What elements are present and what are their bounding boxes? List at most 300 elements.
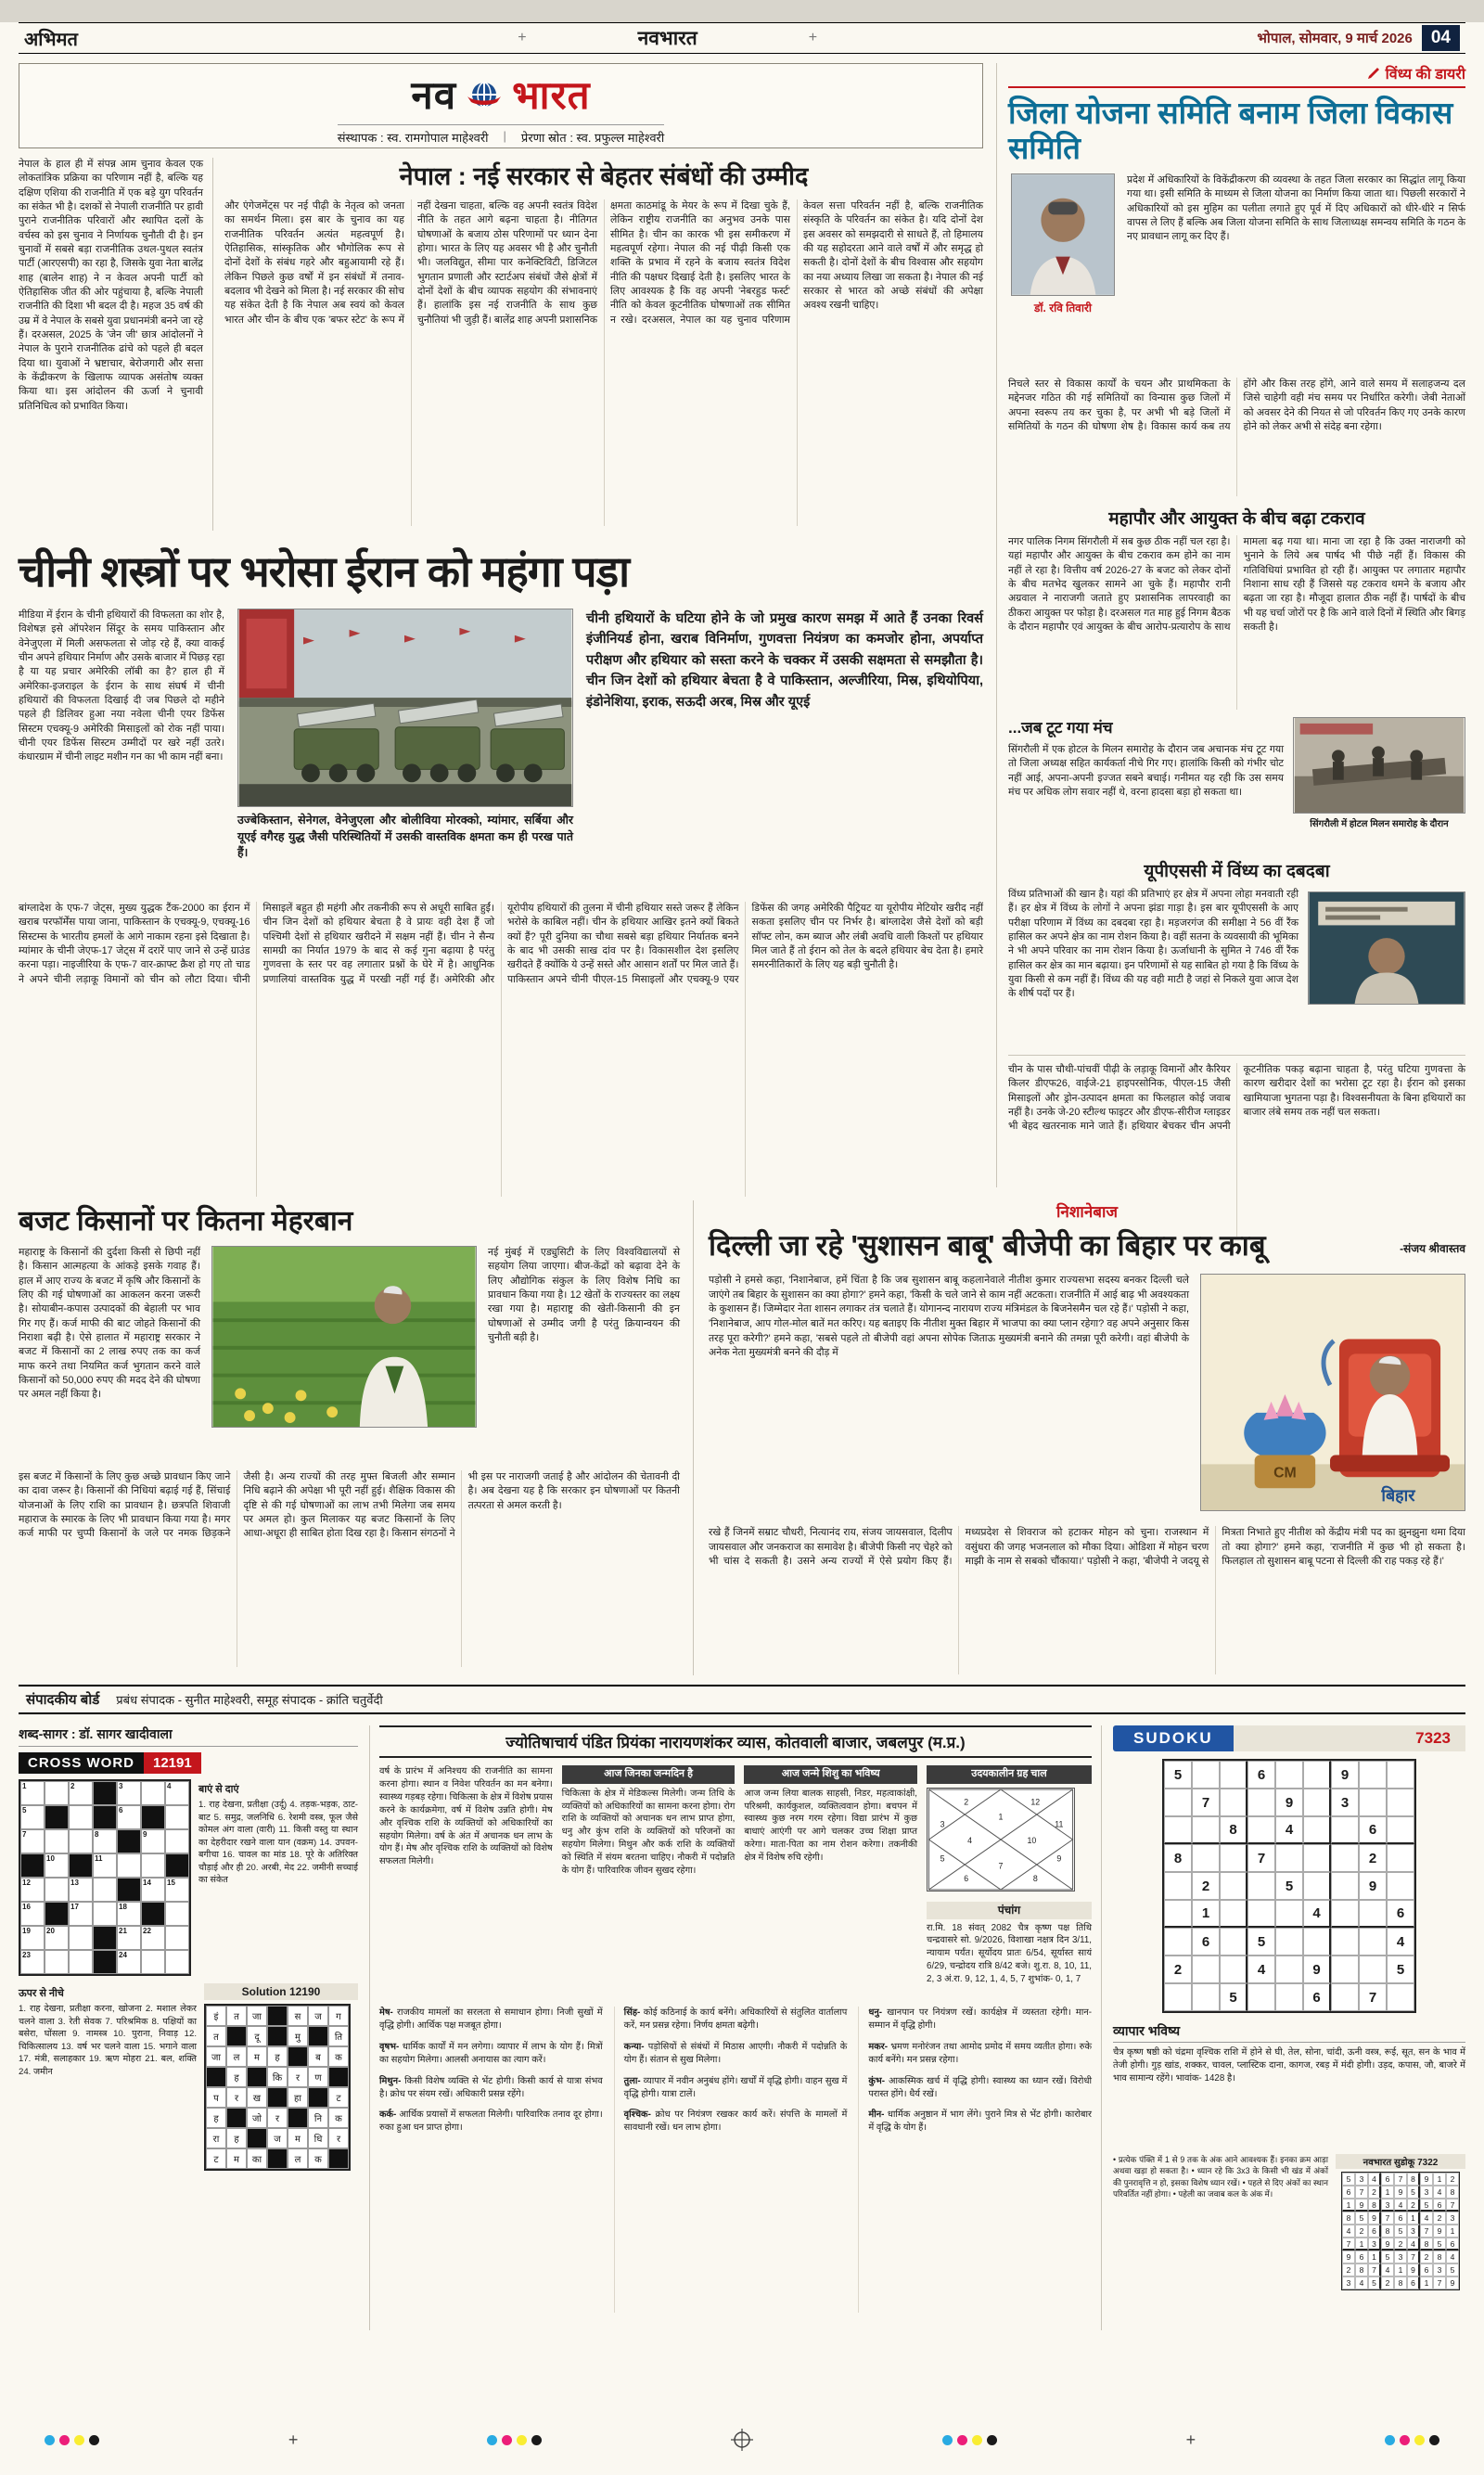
crossword-solution-cell: [206, 2067, 226, 2087]
trade-forecast-text: चैत्र कृष्ण षष्ठी को चंद्रमा वृश्चिक राशि में होने से घी, तेल, सोना, चांदी, ऊनी वस्त्र, रूई, सूत, सन के भाव में तेजी होगी। गुड़ खांड, शक्कर, चावल, प्लास्टिक दाना, कागज, रबड़ में मंदी होगी। उड़द, कपास, जौ, बाजरे में भाव सामान्य रहेंगे। भावांक- 1428 है।: [1113, 2047, 1465, 2084]
crossword-cell: 17: [69, 1902, 93, 1926]
editorial-lead-column: नेपाल के हाल ही में संपन्न आम चुनाव केवल एक लोकतांत्रिक प्रक्रिया का परिणाम नहीं है, बल्कि यह दक्षिण एशिया की राजनीति में एक बड़े युग परिवर्तन का संकेत भी है। दशकों से नेपाली राजनीति पर हावी पुराने राजनीतिक परिवारों और स्थापित दलों के वर्चस्व को इस चुनाव ने निर्णायक चुनौती दी है। इन चुनावों में सबसे बड़ा राजनीतिक उथल-पुथल स्वतंत्र पार्टी (आरएसपी) का रहा है, जिसके युवा नेता बालेंद्र शाह (बालेन शाह) ने न केवल अपनी पार्टी को ऐतिहासिक जीत की ओर पहुंचाया है, बल्कि नेपाली राजनीति की दिशा भी बदल दी है। महज 35 वर्ष की उम्र में वे नेपाल के सबसे युवा प्रधानमंत्री बनने जा रहे हैं। दरअसल, 2025 के 'जेन जी' छात्र आंदोलनों ने नेपाल के पुराने राजनीतिक ढांचे को पहले ही बदल दिया था। युवाओं ने भ्रष्टाचार, बेरोजगारी और सत्ता के केंद्रीकरण के खिलाफ व्यापक असंतोष व्यक्त किया था। इस आंदोलन की ऊर्जा ने चुनावी प्रतिनिधित्व को प्रभावित किया।: [19, 158, 213, 531]
masthead-logo-right: भारत: [512, 73, 591, 117]
sudoku-solution-cell: 4: [1446, 2251, 1459, 2263]
crossword-solution-cell: त: [226, 2006, 247, 2026]
crossword-solution-cell: [267, 2148, 288, 2169]
sudoku-solution-cell: 4: [1368, 2173, 1381, 2186]
crossword-cell: [93, 1878, 117, 1902]
budget-col3: नई मुंबई में एड्युसिटी के लिए विश्वविद्यालयों से सहयोग लिया जाएगा। बीज-केंद्रों को बढ़ावा देने के लिए औद्योगिक संकुल के लिए विशेष निधि का प्रावधान किया गया है। 12 खेतों के राज्यस्तर का लक्ष्य रखा गया है। महाराष्ट्र की खेती-किसानी की इन घोषणाओं से उम्मीद जगी है परंतु क्रियान्वयन की चुनौती बड़ी है।: [488, 1247, 680, 1343]
sudoku-solution-cell: 9: [1420, 2173, 1433, 2186]
sudoku-cell: [1164, 1872, 1192, 1900]
graha-chart: [927, 1788, 1075, 1892]
sudoku-cell: 5: [1220, 1983, 1247, 2011]
sudoku-cell: [1359, 1761, 1387, 1789]
sudoku-solution-cell: 9: [1433, 2225, 1446, 2238]
crossword-cell: [93, 1926, 117, 1950]
diary-body: निचले स्तर से विकास कार्यों के चयन और प्राथमिकता के मद्देनजर गठित की गई समितियों का विन्यास कुछ जिलों में अपना स्वरूप तय कर चुका है, पर अभी भी बड़े जिलों में समितियों के गठन की घोषणा शेष है। विकास कार्य कब तय होंगे और किस तरह होंगे, आने वाले समय में सलाहजन्य दल जिसे चाहेगी वही मंच समय पर निर्धारित करेगी। जेबी नेताओं को अवसर देने की नियत से जो परिवर्तन किए गए उनके कारण होने को लेकर अभी से संदेह बना रहेगा।: [1008, 378, 1465, 432]
crossword-number: 12191: [144, 1752, 201, 1774]
upsc-photo: [1308, 891, 1465, 1005]
graha-house-number: 3: [940, 1818, 945, 1828]
sudoku-cell: [1331, 1928, 1359, 1956]
crossword-cell: 11: [93, 1853, 117, 1878]
crossword-solution-cell: हा: [288, 2087, 308, 2108]
sudoku-cell: [1192, 1761, 1220, 1789]
sudoku-solution-cell: 1: [1381, 2186, 1394, 2199]
upsc-headline: यूपीएससी में विंध्य का दबदबा: [1144, 861, 1330, 881]
sudoku-solution-cell: 8: [1394, 2276, 1407, 2289]
sudoku-solution-cell: 3: [1368, 2238, 1381, 2251]
sudoku-cell: [1303, 1844, 1331, 1872]
zodiac-entry: मेष- राजकीय मामलों का सरलता से समाधान होगा। निजी सुखों में वृद्धि होगी। आर्थिक पक्ष मजबूत होगा।: [379, 2007, 603, 2031]
crossword-solution-cell: र: [267, 2108, 288, 2128]
crossword-cell: [165, 1902, 189, 1926]
crossword-cell: 12: [20, 1878, 45, 1902]
bihar-top-text: पड़ोसी ने हमसे कहा, 'निशानेबाज, हमें चिंता है कि जब सुशासन बाबू कहलानेवाले नीतीश कुमार राज्यसभा सदस्य बनकर दिल्ली चले जाएंगे तब बिहार के सुशासन का क्या होगा?' हमने कहा, 'किसी के चले जाने से काम नहीं अटकता। राजनीति में आई बाढ़ भी अवश्यकता के कुशासन हैं। जिम्मेदार नेता शासन लगाकर तंत्र चलाते हैं। योगानन्द नारायण राज्य मंत्रिमंडल के बिजनेसमैन चल रहे हैं।' पड़ोसी ने कहा, 'निशानेबाज, आप गोल-मोल बातें मत करिए। यह बताइए कि नीतीश मुक्त बिहार में भाजपा का क्या प्लान रहेगा? वह अपने अनुसार किस तरह पूरा करेगी?' हमने कहा, 'सबसे पहले तो बीजेपी वहां अपना सोपेक जिताऊ मुख्यमंत्री बनाने की तमन्ना पूरी करेगी। वहां बीजेपी के अनेक नेता मुख्यमंत्री बनने की दौड़ में: [709, 1275, 1189, 1359]
sudoku-cell: 5: [1164, 1761, 1192, 1789]
sudoku-solution-cell: 7: [1433, 2276, 1446, 2289]
crossword-solution-cell: म: [226, 2148, 247, 2169]
paper-name: नवभारत: [637, 28, 697, 49]
crossword-solution-cell: म: [288, 2128, 308, 2148]
sudoku-solution-cell: 8: [1342, 2212, 1355, 2225]
sudoku-solution-cell: 2: [1407, 2199, 1420, 2212]
masthead-emblem-icon: [466, 76, 503, 113]
sudoku-cell: 6: [1359, 1816, 1387, 1844]
sudoku-cell: 6: [1303, 1983, 1331, 2011]
sudoku-solution-cell: 2: [1355, 2225, 1368, 2238]
crossword-solution-cell: ख: [247, 2087, 267, 2108]
crossword-solution-cell: ह: [226, 2128, 247, 2148]
birthday-section-title: आज जिनका जन्मदिन है: [562, 1765, 736, 1784]
sudoku-cell: 5: [1387, 1956, 1414, 1983]
page-header-bar: [19, 22, 1465, 54]
sudoku-cell: [1220, 1900, 1247, 1928]
sudoku-solution-cell: 7: [1420, 2225, 1433, 2238]
crossword-solution-cell: त: [206, 2026, 226, 2046]
sudoku-solution-cell: 2: [1394, 2238, 1407, 2251]
sudoku-cell: [1359, 1956, 1387, 1983]
china-article-byline: -संजय श्रीवास्तव: [1400, 1241, 1465, 1255]
graha-house-number: 4: [967, 1835, 973, 1845]
sudoku-solution-cell: 1: [1433, 2173, 1446, 2186]
down-clues-label: ऊपर से नीचे: [19, 1988, 64, 1999]
registration-plus-icon: +: [808, 30, 818, 45]
sudoku-solution-cell: 8: [1446, 2186, 1459, 2199]
zodiac-column: [379, 2007, 603, 2313]
crossword-cell: 18: [117, 1902, 141, 1926]
graha-house-number: 9: [1056, 1853, 1062, 1864]
sudoku-solution-cell: 4: [1342, 2225, 1355, 2238]
registration-plus-icon: +: [1185, 2430, 1196, 2449]
shabd-sagar-header: शब्द-सागर : डॉ. सागर खादीवाला: [19, 1725, 358, 1747]
sudoku-solution-cell: 8: [1355, 2263, 1368, 2276]
sudoku-cell: [1303, 1789, 1331, 1816]
crossword-solution-cell: [267, 2026, 288, 2046]
sudoku-solution-cell: 9: [1394, 2186, 1407, 2199]
sudoku-solution-cell: 2: [1368, 2186, 1381, 2199]
sudoku-number: 7323: [1234, 1725, 1465, 1751]
sudoku-cell: [1387, 1983, 1414, 2011]
across-clues: 1. राह देखना, प्रतीक्षा (उर्दू) 4. तड़क-भड़क, ठाट-बाट 5. समुद्र, जलनिधि 6. रेशमी वस्त्र, फूल जैसे कोमल अंग वाला (वारी) 11. किसी वस्तु या स्थान का देहरीदार रखने वाला यान (वक्रम) 14. उपवन-बगीचा 16. चावल का मांड 18. पूरे के अतिरिक्त चौड़ाई और ही 20. अरबी, मेद 22. जमीनी सच्चाई का संकेत: [198, 1800, 358, 1885]
crossword-cell: 19: [20, 1926, 45, 1950]
china-article-headline: चीनी शस्त्रों पर भरोसा ईरान को महंगा पड़ा: [19, 547, 630, 596]
bihar-kicker: निशानेबाज: [1056, 1203, 1118, 1221]
page-number-badge: 04: [1422, 25, 1460, 51]
sudoku-cell: 7: [1247, 1844, 1275, 1872]
crossword-cell: [165, 1926, 189, 1950]
sudoku-solution-cell: 7: [1407, 2251, 1420, 2263]
crossword-cell: 13: [69, 1878, 93, 1902]
sudoku-cell: [1303, 1761, 1331, 1789]
sudoku-cell: 5: [1275, 1872, 1303, 1900]
sudoku-cell: [1331, 1983, 1359, 2011]
sudoku-solution-cell: 3: [1433, 2263, 1446, 2276]
crossword-solution-label: Solution 12190: [204, 1983, 358, 2000]
sudoku-cell: [1220, 1872, 1247, 1900]
crossword-cell: [141, 1781, 165, 1805]
zodiac-forecasts: [379, 2007, 1092, 2313]
crossword-solution-cell: [267, 2087, 288, 2108]
sudoku-solution-cell: 3: [1446, 2212, 1459, 2225]
sudoku-solution-cell: 1: [1407, 2212, 1420, 2225]
sudoku-solution-cell: 4: [1394, 2199, 1407, 2212]
graha-house-number: 5: [940, 1853, 945, 1864]
sudoku-cell: [1331, 1956, 1359, 1983]
sudoku-grid: [1162, 1759, 1416, 2013]
crossword-cell: 14: [141, 1878, 165, 1902]
bihar-article: [709, 1200, 1465, 1675]
astro-year-forecast: वर्ष के प्रारंभ में अनिश्चय की राजनीति का सामना करना होगा। स्थान व निवेश परिवर्तन का मन बनेगा। स्वास्थ्य गड़बड़ रहेगा। चिकित्सा के क्षेत्र में विशेष प्रयास करने के कार्यक्रमेगा, वर्ष में विशेष उन्नति होगी। मेष और वृश्चिक राशि के व्यक्तियों को अधिकारियों का सहयोग मिलेगा। वर्ष के अंत में अचानक धन लाभ के योग हैं। मेष और वृश्चिक राशि के व्यक्तियों को विशेष सफलता मिलेगी।: [379, 1766, 553, 1867]
crossword-cell: [45, 1878, 69, 1902]
editorial-headline: नेपाल : नई सरकार से बेहतर संबंधों की उम्मीद: [399, 162, 809, 190]
cmyk-dots-icon: [942, 2435, 997, 2445]
crossword-solution-cell: जा: [247, 2006, 267, 2026]
sudoku-cell: [1387, 1789, 1414, 1816]
crossword-solution-cell: प: [206, 2087, 226, 2108]
masthead-logo-left: नव: [411, 73, 457, 117]
sudoku-solution-cell: 9: [1355, 2199, 1368, 2212]
sudoku-solution-cell: 3: [1342, 2276, 1355, 2289]
sudoku-cell: [1387, 1872, 1414, 1900]
sudoku-solution-cell: 6: [1381, 2173, 1394, 2186]
masthead: [19, 63, 983, 148]
masthead-founder: संस्थापक : स्व. रामगोपाल माहेश्वरी: [337, 131, 489, 145]
crossword-cell: 15: [165, 1878, 189, 1902]
zodiac-entry: तुला- व्यापार में नवीन अनुबंध होंगे। खर्चों में वृद्धि होगी। वाहन सुख में वृद्धि होगी। यात्रा टालें।: [623, 2075, 848, 2099]
graha-house-number: 8: [1032, 1873, 1038, 1883]
sudoku-solution-cell: 2: [1446, 2173, 1459, 2186]
crossword-cell: [165, 1950, 189, 1974]
sudoku-cell: [1220, 1956, 1247, 1983]
sudoku-solution-label: नवभारत सुडोकू 7322: [1336, 2154, 1465, 2169]
board-names: प्रबंध संपादक - सुनीत माहेश्वरी, समूह संपादक - क्रांति चतुर्वेदी: [116, 1693, 383, 1707]
sudoku-solution-cell: 9: [1446, 2276, 1459, 2289]
graha-chart-title: उदयकालीन ग्रह चाल: [927, 1765, 1092, 1784]
sudoku-cell: 4: [1303, 1900, 1331, 1928]
bihar-headline: दिल्ली जा रहे 'सुशासन बाबू' बीजेपी का बिहार पर काबू: [709, 1229, 1266, 1262]
crossword-cell: [45, 1805, 69, 1829]
zodiac-entry: वृषभ- धार्मिक कार्यों में मन लगेगा। व्यापार में लाभ के योग हैं। मित्रों का सहयोग मिलेगा। आलसी अनायास का त्याग करें।: [379, 2041, 603, 2065]
sudoku-solution-cell: 2: [1381, 2276, 1394, 2289]
sudoku-solution-cell: 1: [1420, 2276, 1433, 2289]
diary-kicker-label: विंध्य की डायरी: [1385, 67, 1465, 83]
sudoku-solution-cell: 6: [1342, 2186, 1355, 2199]
graha-house-number: 10: [1027, 1835, 1037, 1845]
sudoku-solution-cell: 1: [1342, 2199, 1355, 2212]
panchang-title: पंचांग: [927, 1902, 1092, 1919]
crossword-cell: [165, 1853, 189, 1878]
sudoku-solution-cell: 4: [1407, 2238, 1420, 2251]
zodiac-entry: मकर- भ्रमण मनोरंजन तथा आमोद प्रमोद में समय व्यतीत होगा। रुके कार्य बनेंगे। मन प्रसन्न रहेगा।: [868, 2041, 1093, 2065]
sudoku-cell: [1247, 1872, 1275, 1900]
crossword-solution-cell: ज: [267, 2128, 288, 2148]
sudoku-solution-cell: 1: [1394, 2263, 1407, 2276]
sudoku-solution-cell: 2: [1420, 2251, 1433, 2263]
sudoku-cell: [1247, 1816, 1275, 1844]
crossword-solution-cell: धि: [308, 2128, 328, 2148]
sudoku-solution-cell: 5: [1342, 2173, 1355, 2186]
crossword-solution-cell: [226, 2108, 247, 2128]
zodiac-entry: मिथुन- किसी विशेष व्यक्ति से भेंट होगी। किसी कार्य से यात्रा संभव है। क्रोध पर संयम रखें। अधिकारी प्रसन्न रहेंगे।: [379, 2075, 603, 2099]
sudoku-cell: [1275, 1900, 1303, 1928]
sudoku-solution-cell: 2: [1342, 2263, 1355, 2276]
mayor-conflict-body: नगर पालिक निगम सिंगरौली में सब कुछ ठीक नहीं चल रहा है। यहां महापौर और आयुक्त के बीच टकराव कम होने का नाम नहीं ले रहा है। वित्तीय वर्ष 2026-27 के बजट को लेकर दोनों के बीच मतभेद खुलकर सामने आ चुके हैं। महापौर रानी अग्रवाल ने नाराजगी जताते हुए प्रशासनिक लापरवाही का ठीकरा आयुक्त पर फोड़ा है। दरअसल गत माह हुई निगम बैठक के दौरान महापौर एवं आयुक्त के बीच आरोप-प्रत्यारोप के साथ मामला बढ़ गया था। माना जा रहा है कि उक्त नाराजगी को भुनाने के लिये अब पार्षद भी पीछे नहीं हैं। विकास की गतिविधियां प्रभावित हो रही हैं। आयुक्त पर लगातार महापौर निशाना साध रही हैं जिससे यह टकराव थमने के बजाय और बढ़ता जा रहा है। मौजूदा हालात ठीक नहीं हैं। पार्षदों के बीच भी यह चर्चा जोरों पर है कि आने वाले दिनों में स्थिति और बिगड़ सकती है।: [1008, 535, 1465, 633]
crossword-cell: 23: [20, 1950, 45, 1974]
zodiac-entry: सिंह- कोई कठिनाई के कार्य बनेंगे। अधिकारियों से संतुलित वार्तालाप करें, मन प्रसन्न रहेगा। निर्णय क्षमता बढ़ेगी।: [623, 2007, 848, 2031]
crossword-cell: [45, 1829, 69, 1853]
sudoku-cell: 2: [1192, 1872, 1220, 1900]
sudoku-solution-cell: 5: [1381, 2251, 1394, 2263]
crossword-cell: 20: [45, 1926, 69, 1950]
sudoku-solution-cell: 3: [1394, 2251, 1407, 2263]
crossword-solution-cell: ज: [308, 2006, 328, 2026]
sudoku-solution-cell: 6: [1433, 2199, 1446, 2212]
sudoku-solution-cell: 2: [1433, 2212, 1446, 2225]
graha-house-number: 2: [964, 1797, 969, 1807]
sudoku-cell: 9: [1303, 1956, 1331, 1983]
crossword-cell: [117, 1853, 141, 1878]
upsc-item: [1008, 888, 1465, 1045]
crossword-solution-cell: [226, 2026, 247, 2046]
china-weapons-article: [19, 542, 983, 1197]
sudoku-cell: [1220, 1928, 1247, 1956]
political-cartoon: [1200, 1274, 1465, 1511]
crossword-cell: [69, 1805, 93, 1829]
sudoku-solution-cell: 6: [1407, 2276, 1420, 2289]
crossword-cell: 4: [165, 1781, 189, 1805]
crossword-solution-cell: [288, 2046, 308, 2067]
astrology-column: [369, 1725, 1102, 2330]
down-clues: 1. राह देखना, प्रतीक्षा करना, खोजना 2. मशाल लेकर चलने वाला 3. रेती सेवक 7. परिश्रमिक 8. पक्षियों का बसेरा, घोंसला 9. नामस्त्र 10. पुराना, निवाड़ 12. चिकित्सालय 13. वर्ष भर चलने वाला 15. भगाने वाला 17. मंत्री, सलाहकार 19. ऋण मोहरा 21. बल, शक्ति 24. जमीन: [19, 2004, 197, 2077]
sudoku-cell: [1247, 1900, 1275, 1928]
stage-collapse-item: [1008, 717, 1465, 849]
upsc-body: विंध्य प्रतिभाओं की खान है। यहां की प्रतिभाएं हर क्षेत्र में अपना लोहा मनवाती रही हैं। हर क्षेत्र में विंध्य के लोगों ने अपना झंडा गाड़ा है। इस बार यूपीएससी के आए परीक्षा परिणाम में विंध्य का दबदबा रहा है। मड़जरगंज की समीक्षा ने 56 वीं रैंक हासिल कर अपने क्षेत्र का नाम रोशन किया है। वहीं सतना के व्यवसायी की भूमिका ने भी अपने परिवार का नाम रोशन किया है। ऊर्जाधानी के सुमित ने 746 वीं रैंक हासिल कर क्षेत्र का मान बढ़ाया। इन परिणामों से यह साबित हो गया है कि विंध्य के युवा किसी से कम नहीं हैं। विंध्य की यह वही माटी है जहां से निकले युवा आज देश के शीर्ष पदों पर हैं।: [1008, 888, 1298, 1000]
registration-plus-icon: +: [288, 2430, 299, 2449]
sudoku-solution-cell: 1: [1446, 2225, 1459, 2238]
crossword-solution-cell: ल: [288, 2148, 308, 2169]
sudoku-solution-cell: 8: [1420, 2238, 1433, 2251]
sudoku-cell: [1192, 1844, 1220, 1872]
author-name: डॉ. रवि तिवारी: [1034, 301, 1092, 314]
crossword-solution-cell: [247, 2128, 267, 2148]
sudoku-cell: [1331, 1900, 1359, 1928]
crossword-cell: [141, 1902, 165, 1926]
newborn-forecast: आज जन्म लिया बालक साहसी, निडर, महत्वाकांक्षी, परिश्रमी, कार्यकुशल, व्यक्तित्ववान होगा। बचपन में स्वास्थ्य कुछ नरम गरम रहेगा। विद्या प्रारंभ में कुछ बाधाएं आएंगी पर आगे चलकर उच्च शिक्षा प्राप्त करेगा। माता-पिता का नाम रोशन करेगा। तकनीकी क्षेत्र में विशेष रुचि रहेगी।: [744, 1788, 918, 1864]
crossword-solution-cell: रा: [206, 2128, 226, 2148]
crossword-solution-cell: मु: [288, 2026, 308, 2046]
sudoku-solution-cell: 9: [1368, 2212, 1381, 2225]
sudoku-cell: [1275, 1761, 1303, 1789]
sudoku-cell: [1303, 1816, 1331, 1844]
sudoku-solution-cell: 4: [1381, 2263, 1394, 2276]
sudoku-solution-cell: 5: [1420, 2199, 1433, 2212]
sudoku-cell: [1192, 1956, 1220, 1983]
crossword-solution-cell: ति: [328, 2026, 349, 2046]
cartoon-cm-label: CM: [1273, 1465, 1297, 1481]
crossword-solution-grid: [204, 2004, 351, 2171]
crossword-solution-cell: दू: [247, 2026, 267, 2046]
sudoku-cell: 8: [1164, 1844, 1192, 1872]
crossword-cell: 5: [20, 1805, 45, 1829]
sudoku-solution-cell: 7: [1446, 2199, 1459, 2212]
crossword-solution-cell: जो: [247, 2108, 267, 2128]
graha-house-number: 11: [1055, 1818, 1064, 1828]
crossword-solution-cell: क: [328, 2046, 349, 2067]
sudoku-cell: [1247, 1789, 1275, 1816]
sudoku-cell: 2: [1164, 1956, 1192, 1983]
sudoku-solution-cell: 9: [1342, 2251, 1355, 2263]
crossword-cell: 9: [141, 1829, 165, 1853]
crossword-cell: 10: [45, 1853, 69, 1878]
crossword-solution-cell: जा: [206, 2046, 226, 2067]
crossword-cell: [69, 1926, 93, 1950]
sudoku-solution-cell: 3: [1355, 2173, 1368, 2186]
crossword-solution-cell: [308, 2087, 328, 2108]
trade-forecast-title: व्यापार भविष्य: [1113, 2022, 1465, 2043]
crossword-solution-cell: क: [308, 2148, 328, 2169]
sudoku-solution-cell: 7: [1355, 2186, 1368, 2199]
sudoku-solution-cell: 6: [1420, 2263, 1433, 2276]
sudoku-solution-cell: 5: [1368, 2276, 1381, 2289]
crossword-cell: 7: [20, 1829, 45, 1853]
birthday-forecast: चिकित्सा के क्षेत्र में मेडिकल्स मिलेगी। जन्म तिथि के व्यक्तियों को अधिकारियों का सामना करना होगा। रोग राशि के व्यक्तियों को अचानक धन लाभ प्राप्त होगा, धनु और कुंभ राशि के व्यक्तियों को परिजनों का सहयोग मिलेगा। मिथुन और कर्क राशि के व्यक्तियों को स्थिति में संयम बरतना चाहिए। नौकरी में पदोन्नति के योग हैं। पारिवारिक जीवन सुखद रहेगा।: [561, 1788, 736, 1877]
newspaper-page: [0, 22, 1484, 2475]
sudoku-cell: [1303, 1928, 1331, 1956]
crossword-cell: [141, 1805, 165, 1829]
astrology-header: ज्योतिषाचार्य पंडित प्रियंका नारायणशंकर व्यास, कोतवाली बाजार, जबलपुर (म.प्र.): [379, 1725, 1092, 1758]
crossword-cell: [69, 1950, 93, 1974]
crossword-cell: [45, 1950, 69, 1974]
crossword-cell: [141, 1853, 165, 1878]
sudoku-cell: 2: [1359, 1844, 1387, 1872]
sudoku-solution-cell: 6: [1394, 2212, 1407, 2225]
sudoku-cell: [1164, 1928, 1192, 1956]
sudoku-cell: 9: [1359, 1872, 1387, 1900]
crossword-grid: [19, 1779, 191, 1976]
sudoku-cell: [1359, 1900, 1387, 1928]
sudoku-cell: 5: [1247, 1928, 1275, 1956]
cmyk-dots-icon: [45, 2435, 99, 2445]
sudoku-cell: [1192, 1983, 1220, 2011]
author-photo: [1011, 173, 1115, 296]
across-clues-label: बाएं से दाएं: [198, 1784, 239, 1795]
sudoku-column: [1113, 1725, 1465, 2330]
zodiac-entry: धनु- खानपान पर नियंत्रण रखें। कार्यक्षेत्र में व्यस्तता रहेगी। मान-सम्मान में वृद्धि होगी।: [868, 2007, 1093, 2031]
sudoku-solution-cell: 9: [1407, 2263, 1420, 2276]
sudoku-solution-cell: 5: [1394, 2225, 1407, 2238]
diary-kicker: [1008, 63, 1465, 88]
sudoku-cell: [1192, 1816, 1220, 1844]
crossword-cell: [45, 1781, 69, 1805]
crossword-cell: [165, 1829, 189, 1853]
sudoku-cell: [1331, 1872, 1359, 1900]
sudoku-solution-cell: 5: [1433, 2238, 1446, 2251]
sudoku-cell: [1247, 1983, 1275, 2011]
sudoku-solution-cell: 5: [1446, 2263, 1459, 2276]
crossword-solution-cell: क: [328, 2108, 349, 2128]
editorial-board-bar: [19, 1685, 1465, 1714]
crossword-cell: [69, 1853, 93, 1878]
crossword-solution-cell: ह: [226, 2067, 247, 2087]
stage-collapse-caption: सिंगरौली में होटल मिलन समारोह के दौरान: [1310, 818, 1449, 829]
sudoku-cell: 1: [1192, 1900, 1220, 1928]
sudoku-solution-cell: 3: [1381, 2199, 1394, 2212]
crossword-cell: [20, 1853, 45, 1878]
sudoku-solution-cell: 6: [1446, 2238, 1459, 2251]
crossword-solution-cell: ट: [206, 2148, 226, 2169]
sudoku-cell: 6: [1387, 1900, 1414, 1928]
sudoku-cell: [1275, 1844, 1303, 1872]
zodiac-entry: वृश्चिक- क्रोध पर नियंत्रण रखकर कार्य करें। संपत्ति के मामलों में सावधानी रखें। धन लाभ होगा।: [623, 2110, 848, 2134]
sudoku-solution-cell: 7: [1368, 2263, 1381, 2276]
registration-crosshair-icon: [731, 2429, 753, 2451]
sudoku-cell: 7: [1192, 1789, 1220, 1816]
crossword-cell: 22: [141, 1926, 165, 1950]
sudoku-solution-cell: 3: [1407, 2225, 1420, 2238]
sudoku-cell: [1387, 1816, 1414, 1844]
board-label: संपादकीय बोर्ड: [26, 1692, 100, 1708]
sudoku-cell: [1164, 1900, 1192, 1928]
budget-article: [19, 1200, 694, 1675]
section-name: अभिमत: [24, 29, 78, 50]
sudoku-cell: [1331, 1816, 1359, 1844]
sudoku-cell: 4: [1275, 1816, 1303, 1844]
sudoku-solution-cell: 1: [1368, 2251, 1381, 2263]
crossword-solution-cell: नि: [308, 2108, 328, 2128]
stage-collapse-body: सिंगरौली में एक होटल के मिलन समारोह के दौरान जब अचानक मंच टूट गया तो जिला अध्यक्ष सहित कार्यकर्ता नीचे गिर गए। हालांकि किसी को गंभीर चोट नहीं आई, अपना-अपनी इज्जत सबने बचाई। गनीमत यह रही कि उस समय मंच पर अधिक लोग सवार नहीं थे, वरना हादसा बड़ा हो सकता था।: [1008, 744, 1284, 798]
sudoku-cell: [1331, 1844, 1359, 1872]
budget-body: इस बजट में किसानों के लिए कुछ अच्छे प्रावधान किए जाने का दावा जरूर है। किसानों की निधियां बढ़ाई गई हैं, सिंचाई योजनाओं के लिए राशि का प्रावधान है। छत्रपति शिवाजी महाराज के स्मारक के लिए भी प्रावधान किया गया है। मगर कर्ज माफी पर चुप्पी किसानों के जले पर नमक छिड़कने जैसी है। अन्य राज्यों की तरह मुफ्त बिजली और सम्मान निधि बढ़ाने की अपेक्षा भी पूरी नहीं हुई। शैक्षिक विकास की दृष्टि से की गई घोषणाओं का लाभ तभी मिलेगा जब समय पर अमल हो। कुल मिलाकर यह बजट किसानों के लिए आधा-अधूरा ही साबित होता दिख रहा है। किसान संगठनों ने भी इस पर नाराजगी जताई है और आंदोलन की चेतावनी दी है। अब देखना यह है कि सरकार इन घोषणाओं पर कितनी तत्परता से अमल करती है।: [19, 1471, 680, 1540]
sudoku-cell: 6: [1247, 1761, 1275, 1789]
crossword-cell: [93, 1902, 117, 1926]
crossword-cell: [69, 1829, 93, 1853]
crossword-cell: 8: [93, 1829, 117, 1853]
sudoku-solution-cell: 4: [1433, 2186, 1446, 2199]
crossword-solution-cell: ट: [328, 2087, 349, 2108]
sudoku-cell: [1164, 1816, 1192, 1844]
crossword-cell: [93, 1950, 117, 1974]
graha-house-number: 6: [964, 1873, 969, 1883]
cmyk-dots-icon: [487, 2435, 542, 2445]
crossword-title: CROSS WORD: [19, 1752, 144, 1774]
crossword-cell: 16: [20, 1902, 45, 1926]
china-article-body: बांग्लादेश के एफ-7 जेट्स, मुख्य युद्धक टैंक-2000 का ईरान में खराब परफॉर्मेंस पाया जाना, पाकिस्तान के एचक्यू-9, एचक्यू-16 सिस्टम्स के भारतीय हमलों के आगे नाकाम रहना इसे दिखाता है। म्यांमार के चीनी जेएफ-17 जेट्स में दरारें पाए जाने से उन्हें ग्राउंड करना पड़ा। नाइजीरिया के एफ-7 वार-क्राफ्ट क्रैश हो गए तो चाड ने अपने चीनी लड़ाकू विमानों को चीन को लौटा दिया। चीनी मिसाइलें बहुत ही महंगी और तकनीकी रूप से अधूरी साबित हुईं। चीन जिन देशों को हथियार बेचता है वे प्रायः वही देश हैं जो पश्चिमी देशों से हथियार खरीदने में सक्षम नहीं हैं। चीन ने सैन्य सामग्री का निर्यात 1979 के बाद से कई गुना बढ़ाया है परंतु गुणवत्ता के स्तर पर वह लगातार प्रश्नों के घेरे में है। आधुनिक प्रणालियां वास्तविक युद्ध में परखी नहीं गई हैं। अमेरिकी और यूरोपीय हथियारों की तुलना में चीनी हथियार सस्ते जरूर हैं लेकिन भरोसे के काबिल नहीं। चीन के हथियार आखिर इतने क्यों बिकते क्यों हैं? पूरी दुनिया का चौथा सबसे बड़ा हथियार निर्यातक बनने के बाद भी उसकी साख दांव पर है। विकासशील देश इसलिए खरीदते हैं क्योंकि ये उन्हें सस्ते और आसान शर्तों पर मिल जाते हैं। पाकिस्तान अपने चीनी पीएल-15 मिसाइलों और एचक्यू-9 एयर डिफेंस की जगह अमेरिकी पैट्रियट या यूरोपीय मेटियोर खरीद नहीं सकता इसलिए चीन पर निर्भर है। बांग्लादेश जैसे देशों को बड़ी सॉफ्ट लोन, कम ब्याज और लंबी अवधि वाली किश्तों पर हथियार मिल जाते हैं तो ईरान को तेल के बदले हथियार बेच देता है। हमारे समरनीतिकारों के लिए यह बड़ी चुनौती है।: [19, 903, 983, 985]
sudoku-cell: 7: [1359, 1983, 1387, 2011]
crossword-cell: 24: [117, 1950, 141, 1974]
zodiac-entry: कन्या- पड़ोसियों से संबंधों में मिठास आएगी। नौकरी में पदोन्नति के योग हैं। संतान से सुख मिलेगा।: [623, 2041, 848, 2065]
cartoon-bihar-label: बिहार: [1381, 1486, 1415, 1506]
